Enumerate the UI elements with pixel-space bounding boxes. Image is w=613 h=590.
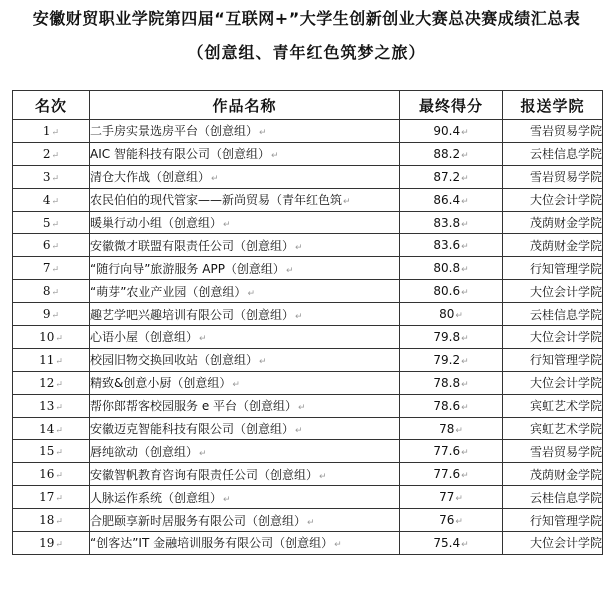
paragraph-mark-icon: ↵: [461, 265, 469, 276]
school-cell: [503, 348, 603, 371]
score-cell: [400, 303, 503, 326]
school-cell-text: 大位会计学院: [529, 376, 602, 391]
project-name-cell: [90, 486, 400, 509]
project-name-cell-text: 清仓大作战（创意组）: [90, 170, 211, 185]
school-cell-text: 茂荫财金学院: [529, 467, 602, 482]
rank-cell: [13, 142, 90, 165]
rank-cell-text: 4: [42, 192, 51, 207]
score-cell: [400, 509, 503, 532]
paragraph-mark-icon: ↵: [199, 334, 207, 345]
project-name-cell-text: 心语小屋（创意组）: [90, 330, 199, 345]
project-name-cell-text: 安徽迈克智能科技有限公司（创意组）: [90, 422, 295, 437]
project-name-cell: [90, 165, 400, 188]
score-cell: [400, 165, 503, 188]
school-cell: [503, 371, 603, 394]
score-cell: [400, 532, 503, 555]
table-row: [13, 417, 603, 440]
rank-cell: [13, 371, 90, 394]
project-name-cell: [90, 257, 400, 280]
project-name-cell: [90, 348, 400, 371]
paragraph-mark-icon: ↵: [55, 494, 63, 505]
page-title: 安徽财贸职业学院第四届“互联网+”大学生创新创业大赛总决赛成绩汇总表: [32, 9, 581, 28]
page-subtitle: （创意组、青年红色筑梦之旅）: [187, 43, 426, 62]
paragraph-mark-icon: ↵: [55, 333, 63, 344]
school-cell: [503, 303, 603, 326]
score-cell: [400, 417, 503, 440]
school-cell: [503, 326, 603, 349]
paragraph-mark-icon: ↵: [199, 448, 207, 459]
school-cell: [503, 509, 603, 532]
paragraph-mark-icon: ↵: [55, 517, 63, 528]
rank-cell-text: 15: [39, 444, 55, 459]
rank-cell: [13, 348, 90, 371]
table-row: [13, 348, 603, 371]
rank-cell-text: 2: [42, 146, 51, 161]
rank-cell: [13, 188, 90, 211]
paragraph-mark-icon: ↵: [223, 494, 231, 505]
table-row: [13, 440, 603, 463]
paragraph-mark-icon: ↵: [461, 288, 469, 299]
school-cell-text: 行知管理学院: [529, 353, 602, 368]
table-row: [13, 234, 603, 257]
project-name-cell-text: AIC 智能科技有限公司（创意组）: [90, 147, 270, 162]
project-name-cell: [90, 234, 400, 257]
project-name-cell: [90, 509, 400, 532]
paragraph-mark-icon: ↵: [295, 242, 303, 253]
score-cell-text: 83.6: [433, 238, 461, 253]
school-cell-text: 大位会计学院: [529, 330, 602, 345]
paragraph-mark-icon: ↵: [55, 425, 63, 436]
project-name-cell: [90, 371, 400, 394]
score-cell: [400, 440, 503, 463]
paragraph-mark-icon: ↵: [232, 380, 240, 391]
school-cell-text: 雪岩贸易学院: [529, 444, 602, 459]
paragraph-mark-icon: ↵: [334, 540, 342, 551]
rank-cell-text: 13: [39, 398, 55, 413]
school-cell-text: 行知管理学院: [529, 513, 602, 528]
school-cell-text: 雪岩贸易学院: [529, 170, 602, 185]
score-cell: [400, 234, 503, 257]
score-cell-text: 78.8: [433, 375, 461, 390]
rank-cell: [13, 394, 90, 417]
paragraph-mark-icon: ↵: [461, 402, 469, 413]
paragraph-mark-icon: ↵: [461, 471, 469, 482]
rank-cell-text: 9: [42, 307, 51, 322]
score-cell: [400, 348, 503, 371]
score-cell-text: 90.4: [433, 123, 461, 138]
rank-cell: [13, 417, 90, 440]
score-cell-text: 80: [439, 307, 455, 322]
header-school: 报送学院: [503, 91, 603, 120]
project-name-cell: [90, 120, 400, 143]
table-row: [13, 280, 603, 303]
project-name-cell: [90, 211, 400, 234]
score-cell-text: 78.6: [433, 398, 461, 413]
school-cell-text: 云桂信息学院: [529, 307, 602, 322]
paragraph-mark-icon: ↵: [343, 197, 351, 208]
school-cell: [503, 257, 603, 280]
rank-cell-text: 5: [42, 215, 51, 230]
paragraph-mark-icon: ↵: [211, 174, 219, 185]
score-cell: [400, 463, 503, 486]
paragraph-mark-icon: ↵: [223, 220, 231, 230]
school-cell-text: 大位会计学院: [529, 193, 602, 208]
project-name-cell: [90, 326, 400, 349]
paragraph-mark-icon: ↵: [461, 173, 469, 184]
project-name-cell-text: 暖巢行动小组（创意组）: [90, 216, 223, 230]
table-row: [13, 394, 603, 417]
rank-cell-text: 16: [39, 467, 55, 482]
table-row: [13, 188, 603, 211]
project-name-cell-text: 安徽微才联盟有限责任公司（创意组）: [90, 238, 295, 253]
paragraph-mark-icon: ↵: [51, 127, 60, 138]
score-cell: [400, 326, 503, 349]
score-cell: [400, 120, 503, 143]
rank-cell-text: 10: [39, 329, 55, 344]
school-cell: [503, 417, 603, 440]
rank-cell-text: 18: [39, 513, 55, 528]
project-name-cell-text: 趣艺学吧兴趣培训有限公司（创意组）: [90, 307, 295, 322]
table-row: [13, 326, 603, 349]
paragraph-mark-icon: ↵: [55, 356, 63, 367]
school-cell: [503, 440, 603, 463]
school-cell-text: 云桂信息学院: [529, 147, 602, 162]
project-name-cell-text: 校园旧物交换回收站（创意组）: [90, 353, 259, 368]
school-cell-text: 茂荫财金学院: [529, 216, 602, 230]
project-name-cell-text: “萌芽”农业产业园（创意组）: [90, 284, 247, 299]
score-cell: [400, 257, 503, 280]
header-score: 最终得分: [400, 91, 503, 120]
project-name-cell-text: “创客达”IT 金融培训服务有限公司（创意组）: [90, 536, 334, 551]
school-cell: [503, 165, 603, 188]
score-cell: [400, 394, 503, 417]
school-cell-text: 茂荫财金学院: [529, 238, 602, 253]
paragraph-mark-icon: ↵: [295, 311, 303, 322]
score-cell-text: 77.6: [433, 467, 461, 482]
school-cell: [503, 280, 603, 303]
school-cell: [503, 234, 603, 257]
paragraph-mark-icon: ↵: [455, 425, 463, 436]
results-table: [12, 90, 603, 555]
score-cell-text: 78: [439, 421, 455, 436]
paragraph-mark-icon: ↵: [51, 219, 60, 230]
score-cell-text: 80.8: [433, 261, 461, 276]
project-name-cell-text: 合肥颐享新时居服务有限公司（创意组）: [90, 513, 307, 528]
score-cell: [400, 371, 503, 394]
rank-cell: [13, 303, 90, 326]
rank-cell-text: 19: [39, 535, 55, 550]
paragraph-mark-icon: ↵: [455, 517, 463, 528]
school-cell-text: 云桂信息学院: [529, 490, 602, 505]
paragraph-mark-icon: ↵: [270, 151, 279, 162]
paragraph-mark-icon: ↵: [461, 219, 469, 230]
school-cell: [503, 532, 603, 555]
score-cell-text: 86.4: [433, 192, 461, 207]
project-name-cell: [90, 280, 400, 303]
score-cell-text: 77: [439, 490, 455, 505]
rank-cell-text: 6: [42, 238, 51, 253]
paragraph-mark-icon: ↵: [55, 471, 63, 482]
table-row: [13, 211, 603, 234]
school-cell: [503, 120, 603, 143]
school-cell-text: 宾虹艺术学院: [529, 422, 602, 437]
project-name-cell: [90, 188, 400, 211]
project-name-cell: [90, 440, 400, 463]
paragraph-mark-icon: ↵: [455, 311, 463, 322]
project-name-cell: [90, 532, 400, 555]
table-row: [13, 120, 603, 143]
rank-cell: [13, 326, 90, 349]
rank-cell: [13, 165, 90, 188]
score-cell: [400, 142, 503, 165]
project-name-cell: [90, 142, 400, 165]
rank-cell: [13, 234, 90, 257]
rank-cell: [13, 486, 90, 509]
paragraph-mark-icon: ↵: [461, 333, 469, 344]
school-cell: [503, 463, 603, 486]
table-row: [13, 142, 603, 165]
project-name-cell-text: 帮你郎帮客校园服务 e 平台（创意组）: [90, 399, 298, 414]
score-cell-text: 79.8: [433, 329, 461, 344]
table-row: [13, 165, 603, 188]
rank-cell: [13, 211, 90, 234]
project-name-cell: [90, 394, 400, 417]
paragraph-mark-icon: ↵: [55, 402, 63, 413]
project-name-cell-text: 唇纯欲动（创意组）: [90, 444, 199, 459]
paragraph-mark-icon: ↵: [455, 494, 463, 505]
school-cell: [503, 486, 603, 509]
rank-cell: [13, 463, 90, 486]
paragraph-mark-icon: ↵: [51, 196, 60, 207]
school-cell-text: 大位会计学院: [529, 536, 602, 551]
paragraph-mark-icon: ↵: [247, 288, 255, 299]
score-cell: [400, 280, 503, 303]
score-cell-text: 88.2: [433, 146, 461, 161]
rank-cell: [13, 257, 90, 280]
project-name-cell-text: 农民伯伯的现代管家——新尚贸易（青年红色筑: [90, 193, 343, 208]
paragraph-mark-icon: ↵: [461, 356, 469, 367]
project-name-cell-text: “随行向导”旅游服务 APP（创意组）: [90, 261, 285, 276]
score-cell: [400, 486, 503, 509]
paragraph-mark-icon: ↵: [461, 196, 469, 207]
project-name-cell-text: 安徽智帆教育咨询有限责任公司（创意组）: [90, 467, 319, 482]
paragraph-mark-icon: ↵: [51, 242, 60, 253]
paragraph-mark-icon: ↵: [51, 265, 60, 276]
school-cell: [503, 394, 603, 417]
rank-cell-text: 7: [42, 261, 51, 276]
school-cell-text: 雪岩贸易学院: [529, 124, 602, 139]
rank-cell: [13, 280, 90, 303]
paragraph-mark-icon: ↵: [55, 539, 63, 550]
header-rank: 名次: [13, 91, 90, 120]
rank-cell-text: 1: [42, 123, 51, 138]
paragraph-mark-icon: ↵: [461, 448, 469, 459]
paragraph-mark-icon: ↵: [51, 150, 60, 161]
paragraph-mark-icon: ↵: [259, 128, 267, 139]
paragraph-mark-icon: ↵: [259, 357, 267, 368]
table-row: [13, 486, 603, 509]
paragraph-mark-icon: ↵: [51, 288, 60, 299]
paragraph-mark-icon: ↵: [298, 403, 306, 414]
rank-cell-text: 8: [42, 284, 51, 299]
rank-cell-text: 17: [39, 490, 55, 505]
score-cell-text: 77.6: [433, 444, 461, 459]
rank-cell: [13, 440, 90, 463]
school-cell-text: 大位会计学院: [529, 284, 602, 299]
score-cell-text: 75.4: [433, 535, 461, 550]
score-cell-text: 76: [439, 513, 455, 528]
project-name-cell: [90, 417, 400, 440]
table-row: [13, 303, 603, 326]
project-name-cell-text: 精致&创意小厨（创意组）: [90, 376, 232, 391]
paragraph-mark-icon: ↵: [55, 448, 63, 459]
table-row: [13, 532, 603, 555]
rank-cell: [13, 120, 90, 143]
rank-cell-text: 12: [39, 375, 55, 390]
table-row: [13, 257, 603, 280]
paragraph-mark-icon: ↵: [285, 265, 294, 276]
paragraph-mark-icon: ↵: [461, 379, 469, 390]
table-row: [13, 371, 603, 394]
rank-cell-text: 14: [39, 421, 55, 436]
paragraph-mark-icon: ↵: [461, 150, 469, 161]
rank-cell-text: 11: [39, 352, 55, 367]
paragraph-mark-icon: ↵: [51, 173, 60, 184]
table-header-row: [13, 91, 603, 120]
table-row: [13, 509, 603, 532]
school-cell-text: 行知管理学院: [529, 261, 602, 276]
score-cell-text: 80.6: [433, 284, 461, 299]
project-name-cell: [90, 303, 400, 326]
score-cell-text: 87.2: [433, 169, 461, 184]
score-cell: [400, 211, 503, 234]
header-name: 作品名称: [90, 91, 400, 120]
project-name-cell-text: 人脉运作系统（创意组）: [90, 490, 223, 505]
paragraph-mark-icon: ↵: [319, 471, 327, 482]
school-cell: [503, 211, 603, 234]
paragraph-mark-icon: ↵: [461, 127, 469, 138]
paragraph-mark-icon: ↵: [55, 379, 63, 390]
rank-cell: [13, 509, 90, 532]
paragraph-mark-icon: ↵: [51, 311, 60, 322]
score-cell-text: 79.2: [433, 352, 461, 367]
school-cell: [503, 188, 603, 211]
score-cell: [400, 188, 503, 211]
project-name-cell-text: 二手房实景选房平台（创意组）: [90, 124, 259, 139]
paragraph-mark-icon: ↵: [295, 426, 303, 437]
paragraph-mark-icon: ↵: [461, 539, 469, 550]
table-row: [13, 463, 603, 486]
school-cell: [503, 142, 603, 165]
rank-cell: [13, 532, 90, 555]
score-cell-text: 83.8: [433, 215, 461, 230]
paragraph-mark-icon: ↵: [307, 517, 315, 528]
rank-cell-text: 3: [42, 169, 51, 184]
project-name-cell: [90, 463, 400, 486]
table-body: [13, 120, 603, 555]
school-cell-text: 宾虹艺术学院: [529, 399, 602, 414]
paragraph-mark-icon: ↵: [461, 242, 469, 253]
